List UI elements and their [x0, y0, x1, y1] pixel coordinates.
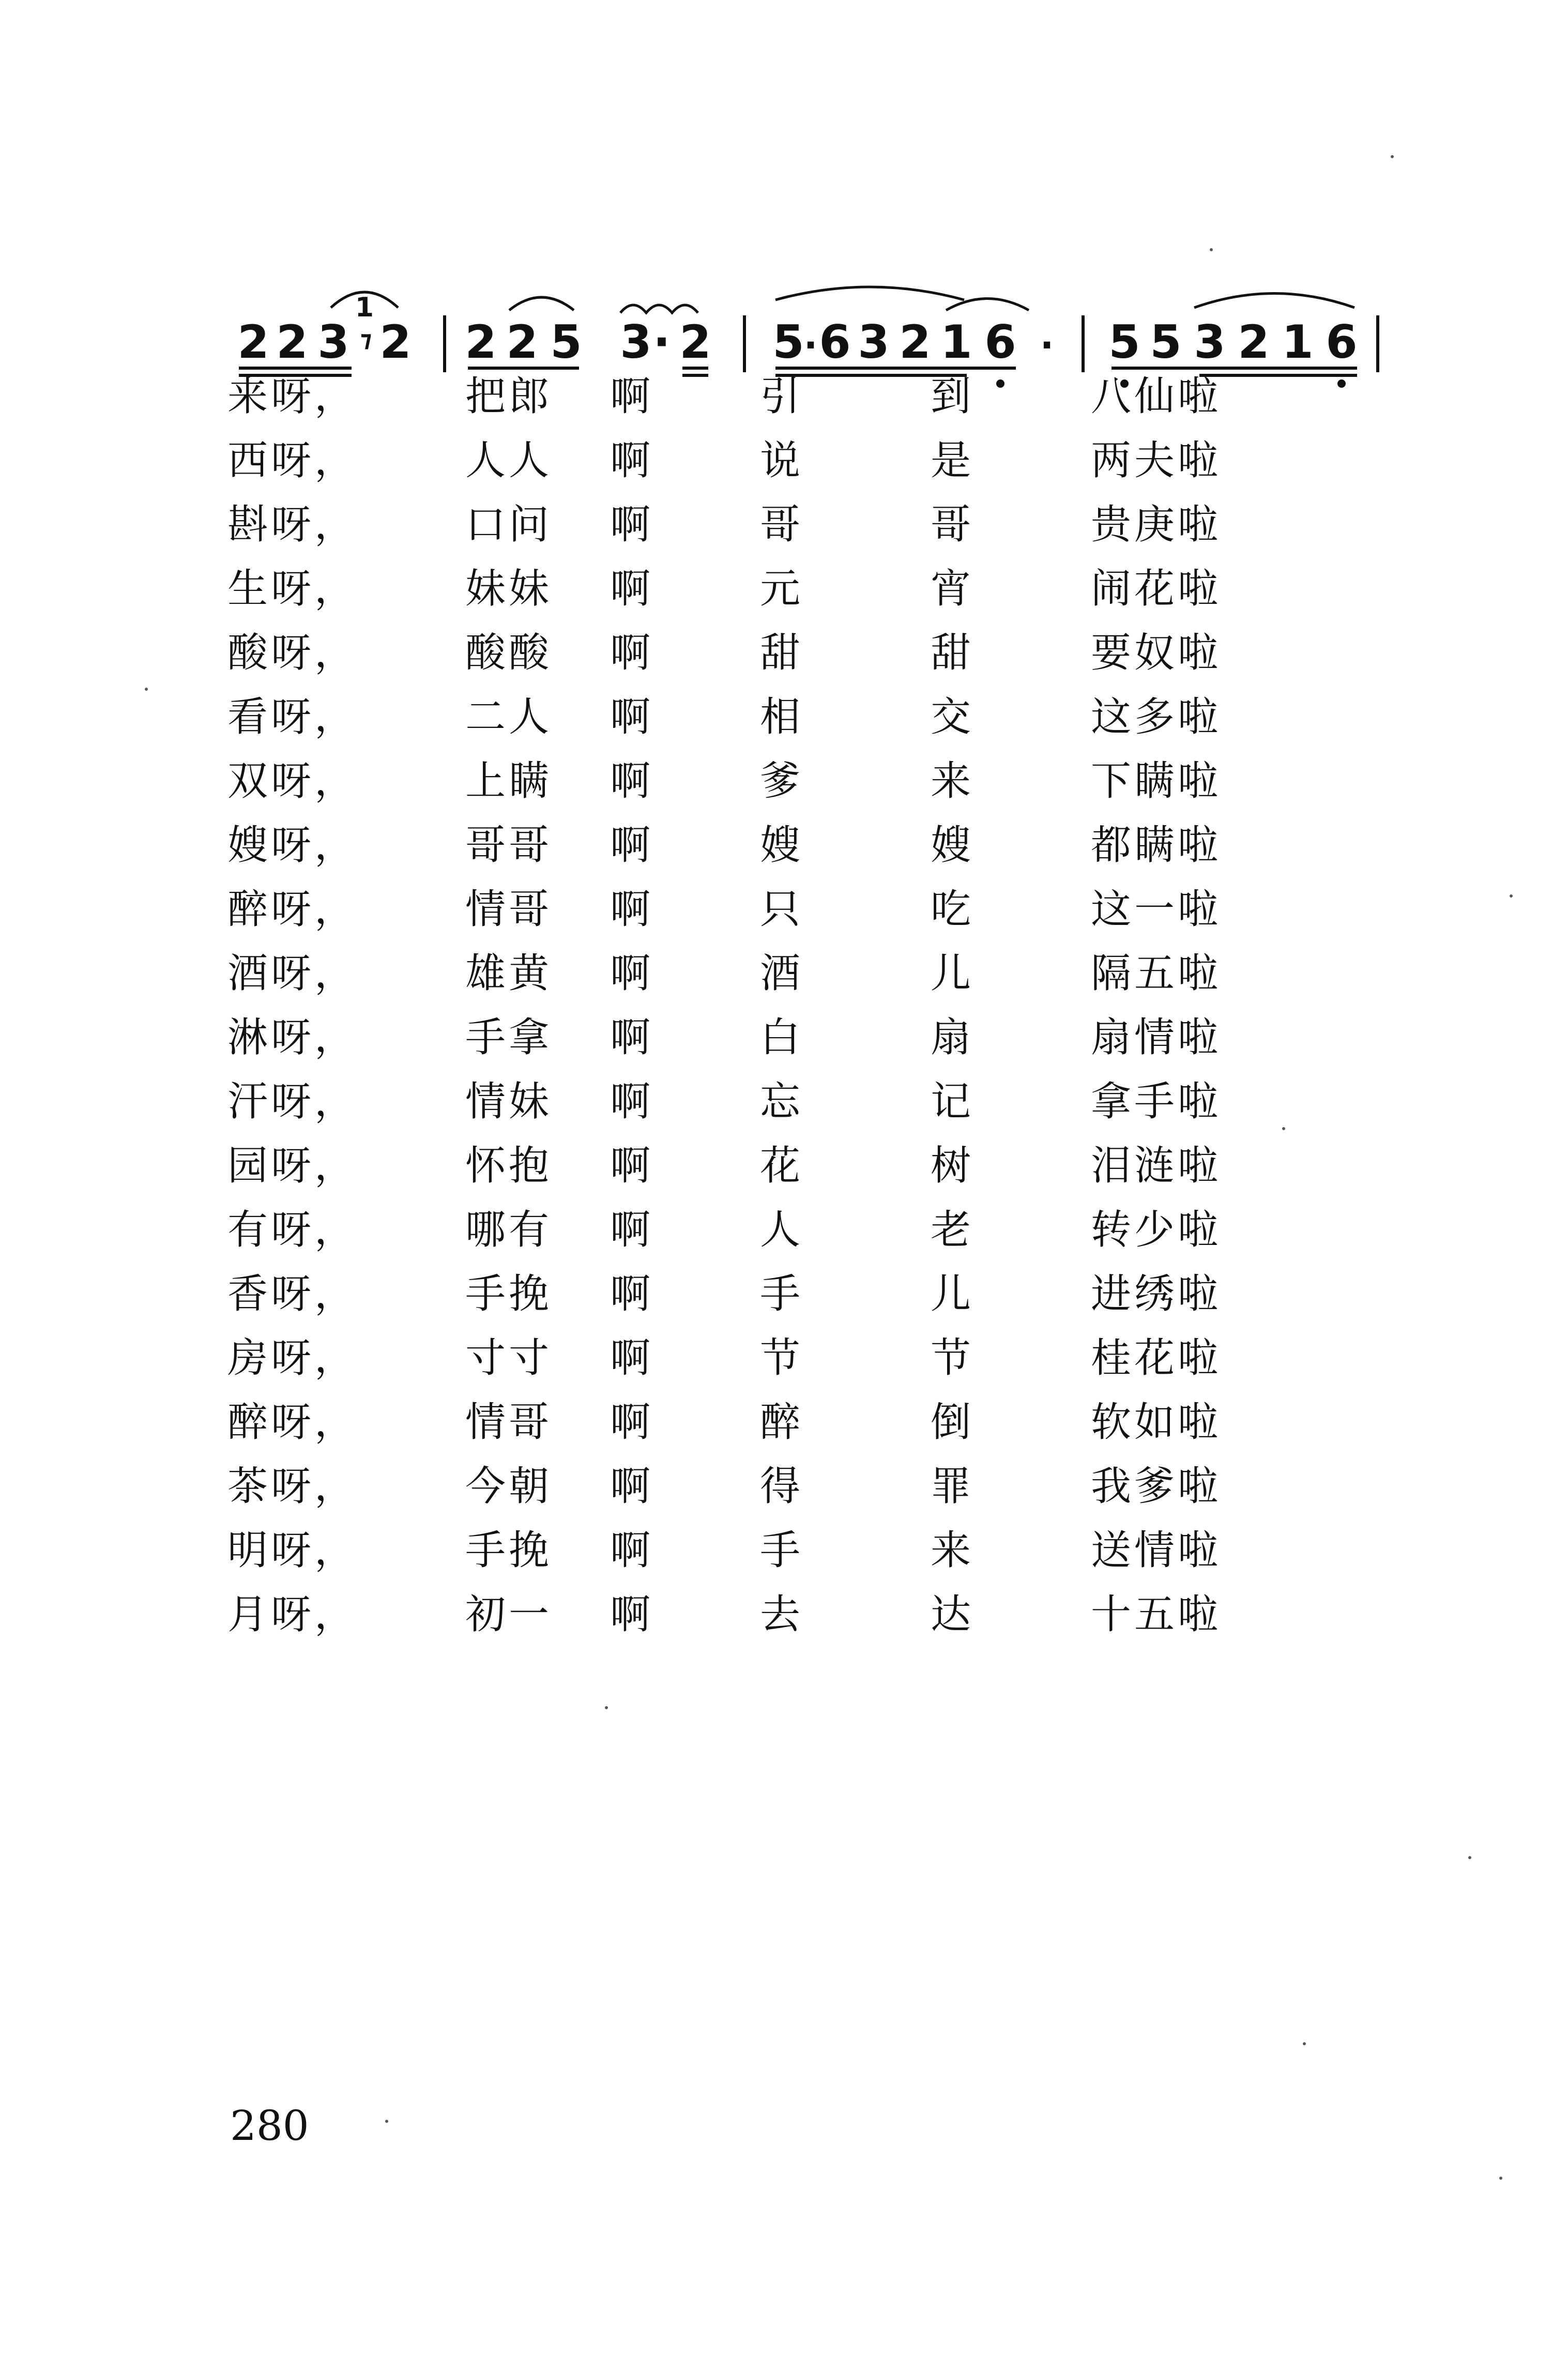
- lyric-row: [0, 1390, 1568, 1454]
- lyric-cell: 啊: [610, 1527, 654, 1574]
- lyric-cell: 情妹: [465, 1078, 553, 1125]
- lyric-row: [0, 621, 1568, 685]
- lyric-cell: 罪: [931, 1463, 975, 1510]
- note-digit: 6: [984, 315, 1016, 369]
- note-digit: 2: [237, 315, 269, 369]
- note-digit: 5: [772, 315, 804, 369]
- lyric-row: [0, 1198, 1568, 1262]
- lyric-cell: 儿: [931, 1271, 975, 1317]
- lyric-row: [0, 1583, 1568, 1647]
- note-digit: 6: [1326, 315, 1358, 369]
- lyric-cell: 节: [760, 1335, 804, 1381]
- note-digit: ·: [803, 324, 818, 367]
- note-digit: 3: [317, 315, 349, 369]
- lyric-cell: 有呀，: [227, 1207, 358, 1253]
- slur-arc: [509, 297, 574, 310]
- lyric-cell: 明呀，: [227, 1527, 358, 1574]
- lyric-cell: 忘: [760, 1078, 804, 1125]
- note-digit: ·: [1040, 324, 1054, 367]
- lyric-cell: 园呀，: [227, 1143, 358, 1189]
- lyric-cell: 吃: [931, 886, 975, 933]
- lyric-cell: 宵: [931, 566, 975, 612]
- lyric-cell: 儿: [931, 950, 975, 997]
- lyric-cell: 爹: [760, 758, 804, 804]
- lyric-row: [0, 1454, 1568, 1518]
- lyric-cell: 嫂呀，: [227, 822, 358, 869]
- scan-speck: [1499, 2177, 1502, 2180]
- lyric-cell: 酸酸: [465, 630, 553, 676]
- lyric-cell: 手: [760, 1527, 804, 1574]
- lyric-cell: 手挽: [465, 1527, 553, 1574]
- scan-speck: [1510, 894, 1513, 898]
- scan-speck: [1282, 1127, 1285, 1130]
- lyric-cell: 手拿: [465, 1014, 553, 1061]
- lyric-cell: 十五啦: [1091, 1591, 1222, 1638]
- lyric-cell: 啊: [610, 501, 654, 548]
- lyric-cell: 啊: [610, 758, 654, 804]
- scan-speck: [1391, 155, 1394, 158]
- slur-arc: [775, 287, 964, 300]
- lyric-cell: 嫂: [931, 822, 975, 869]
- lyric-cell: 哥哥: [465, 822, 553, 869]
- trill-mark: [620, 305, 698, 313]
- lyric-cell: 达: [931, 1591, 975, 1638]
- lyric-cell: 哥: [760, 501, 804, 548]
- lyric-row: [0, 877, 1568, 941]
- lyric-row: [0, 749, 1568, 813]
- lyric-cell: 相: [760, 694, 804, 740]
- lyric-cell: 醉呀，: [227, 1399, 358, 1446]
- lyric-cell: 啊: [610, 886, 654, 933]
- lyric-cell: 记: [931, 1078, 975, 1125]
- note-digit: 5: [1108, 315, 1140, 369]
- scan-speck: [145, 688, 148, 691]
- lyric-cell: 花: [760, 1143, 804, 1189]
- lyric-row: [0, 813, 1568, 877]
- lyric-cell: 啊: [610, 437, 654, 484]
- note-digit: 1: [940, 315, 972, 369]
- lyric-row: [0, 1006, 1568, 1070]
- lyric-cell: 啊: [610, 630, 654, 676]
- lyric-cell: 啊: [610, 1335, 654, 1381]
- lyric-cell: 树: [931, 1143, 975, 1189]
- lyric-row: [0, 557, 1568, 621]
- lyric-cell: 情哥: [465, 1399, 553, 1446]
- lyric-cell: 初一: [465, 1591, 553, 1638]
- lyric-cell: 双呀，: [227, 758, 358, 804]
- lyric-cell: 嫂: [760, 822, 804, 869]
- lyric-cell: 啊: [610, 1463, 654, 1510]
- scan-speck: [385, 2120, 388, 2123]
- lyric-cell: 转少啦: [1091, 1207, 1222, 1253]
- lyric-cell: 说: [760, 437, 804, 484]
- lyric-cell: 啊: [610, 1078, 654, 1125]
- lyric-cell: 啊: [610, 694, 654, 740]
- note-digit: 5: [1150, 315, 1182, 369]
- lyric-cell: 只: [760, 886, 804, 933]
- lyric-cell: 白: [760, 1014, 804, 1061]
- lyric-cell: 隔五啦: [1091, 950, 1222, 997]
- lyric-cell: 拿手啦: [1091, 1078, 1222, 1125]
- lyric-cell: 老: [931, 1207, 975, 1253]
- lyric-cell: 啊: [610, 566, 654, 612]
- lyric-cell: 得: [760, 1463, 804, 1510]
- lyric-cell: 醉呀，: [227, 886, 358, 933]
- lyric-cell: 甜: [760, 630, 804, 676]
- lyric-row: [0, 429, 1568, 493]
- lyric-cell: 桂花啦: [1091, 1335, 1222, 1381]
- note-digit: 1: [1282, 315, 1314, 369]
- lyric-cell: 口问: [465, 501, 553, 548]
- lyric-cell: 手: [760, 1271, 804, 1317]
- note-digit: 6: [819, 315, 851, 369]
- note-digit: 2: [506, 315, 538, 369]
- lyric-cell: 把郎: [465, 373, 553, 420]
- lyric-cell: 进绣啦: [1091, 1271, 1222, 1317]
- lyric-cell: 都瞒啦: [1091, 822, 1222, 869]
- lyric-cell: 看呀，: [227, 694, 358, 740]
- lyric-cell: 啊: [610, 1399, 654, 1446]
- note-digit: 2: [276, 315, 308, 369]
- lyric-row: [0, 1326, 1568, 1390]
- page-number: 280: [230, 2102, 309, 2150]
- lyric-cell: 甜: [931, 630, 975, 676]
- note-digit: 3: [1194, 315, 1226, 369]
- lyric-cell: 贵庚啦: [1091, 501, 1222, 548]
- lyric-cell: 下瞒啦: [1091, 758, 1222, 804]
- lyric-cell: 哪有: [465, 1207, 553, 1253]
- lyric-cell: 元: [760, 566, 804, 612]
- lyric-cell: 哥: [931, 501, 975, 548]
- scan-speck: [605, 1706, 608, 1709]
- lyric-cell: 倒: [931, 1399, 975, 1446]
- note-digit: 2: [899, 315, 931, 369]
- lyric-cell: 到: [931, 373, 975, 420]
- lyric-cell: 啊: [610, 950, 654, 997]
- note-digit: 3: [858, 315, 890, 369]
- note-digit: 2: [679, 315, 711, 369]
- grace-note-mark: ⁊: [360, 326, 372, 352]
- lyric-cell: 人: [760, 1207, 804, 1253]
- note-digit: 5: [550, 315, 582, 369]
- slur-arc: [1194, 294, 1354, 308]
- note-digit: 2: [379, 315, 412, 369]
- lyric-cell: 酒呀，: [227, 950, 358, 997]
- lyric-cell: 人人: [465, 437, 553, 484]
- lyric-cell: 啊: [610, 1143, 654, 1189]
- lyric-cell: 茶呀，: [227, 1463, 358, 1510]
- lyric-row: [0, 493, 1568, 557]
- lyric-row: [0, 685, 1568, 749]
- lyric-cell: 八仙啦: [1091, 373, 1222, 420]
- lyric-cell: 两夫啦: [1091, 437, 1222, 484]
- lyric-cell: 来: [931, 1527, 975, 1574]
- lyric-cell: 情哥: [465, 886, 553, 933]
- grace-note: 1: [355, 292, 374, 323]
- lyric-cell: 扇: [931, 1014, 975, 1061]
- lyric-cell: 啊: [610, 1591, 654, 1638]
- lyric-cell: 去: [760, 1591, 804, 1638]
- note-digit: ·: [653, 315, 671, 369]
- lyric-cell: 这多啦: [1091, 694, 1222, 740]
- lyric-cell: 香呀，: [227, 1271, 358, 1317]
- lyric-row: [0, 364, 1568, 429]
- scan-speck: [1468, 1856, 1471, 1859]
- lyric-cell: 泪涟啦: [1091, 1143, 1222, 1189]
- lyric-cell: 醉: [760, 1399, 804, 1446]
- lyric-cell: 啊: [610, 1271, 654, 1317]
- lyric-cell: 这一啦: [1091, 886, 1222, 933]
- lyric-cell: 是: [931, 437, 975, 484]
- note-digit: 2: [1238, 315, 1270, 369]
- lyric-cell: 汗呀，: [227, 1078, 358, 1125]
- lyric-cell: 西呀，: [227, 437, 358, 484]
- lyric-cell: 啊: [610, 373, 654, 420]
- lyric-cell: 二人: [465, 694, 553, 740]
- lyric-cell: 我爹啦: [1091, 1463, 1222, 1510]
- lyric-cell: 送情啦: [1091, 1527, 1222, 1574]
- lyric-cell: 要奴啦: [1091, 630, 1222, 676]
- lyric-cell: 雄黄: [465, 950, 553, 997]
- lyric-cell: 生呀，: [227, 566, 358, 612]
- lyric-cell: 啊: [610, 822, 654, 869]
- lyric-cell: 妹妹: [465, 566, 553, 612]
- lyric-cell: 软如啦: [1091, 1399, 1222, 1446]
- scan-speck: [1210, 248, 1213, 251]
- lyric-row: [0, 1070, 1568, 1134]
- lyric-row: [0, 1262, 1568, 1326]
- lyric-cell: 啊: [610, 1014, 654, 1061]
- lyric-cell: 引: [760, 373, 804, 420]
- lyric-cell: 房呀，: [227, 1335, 358, 1381]
- lyric-cell: 月呀，: [227, 1591, 358, 1638]
- lyric-row: [0, 1518, 1568, 1583]
- lyric-cell: 节: [931, 1335, 975, 1381]
- lyric-cell: 啊: [610, 1207, 654, 1253]
- lyric-cell: 来呀，: [227, 373, 358, 420]
- note-digit: 2: [465, 315, 497, 369]
- scan-speck: [1303, 2042, 1306, 2045]
- lyric-cell: 斟呀，: [227, 501, 358, 548]
- slur-arc: [946, 299, 1029, 311]
- lyric-row: [0, 1134, 1568, 1198]
- lyric-cell: 来: [931, 758, 975, 804]
- lyric-cell: 淋呀，: [227, 1014, 358, 1061]
- lyric-cell: 酒: [760, 950, 804, 997]
- lyric-cell: 闹花啦: [1091, 566, 1222, 612]
- lyric-cell: 怀抱: [465, 1143, 553, 1189]
- lyric-cell: 交: [931, 694, 975, 740]
- lyric-cell: 扇情啦: [1091, 1014, 1222, 1061]
- lyric-cell: 寸寸: [465, 1335, 553, 1381]
- lyric-cell: 手挽: [465, 1271, 553, 1317]
- lyric-cell: 酸呀，: [227, 630, 358, 676]
- note-digit: 3: [620, 315, 652, 369]
- lyric-cell: 今朝: [465, 1463, 553, 1510]
- lyric-cell: 上瞒: [465, 758, 553, 804]
- lyric-row: [0, 941, 1568, 1006]
